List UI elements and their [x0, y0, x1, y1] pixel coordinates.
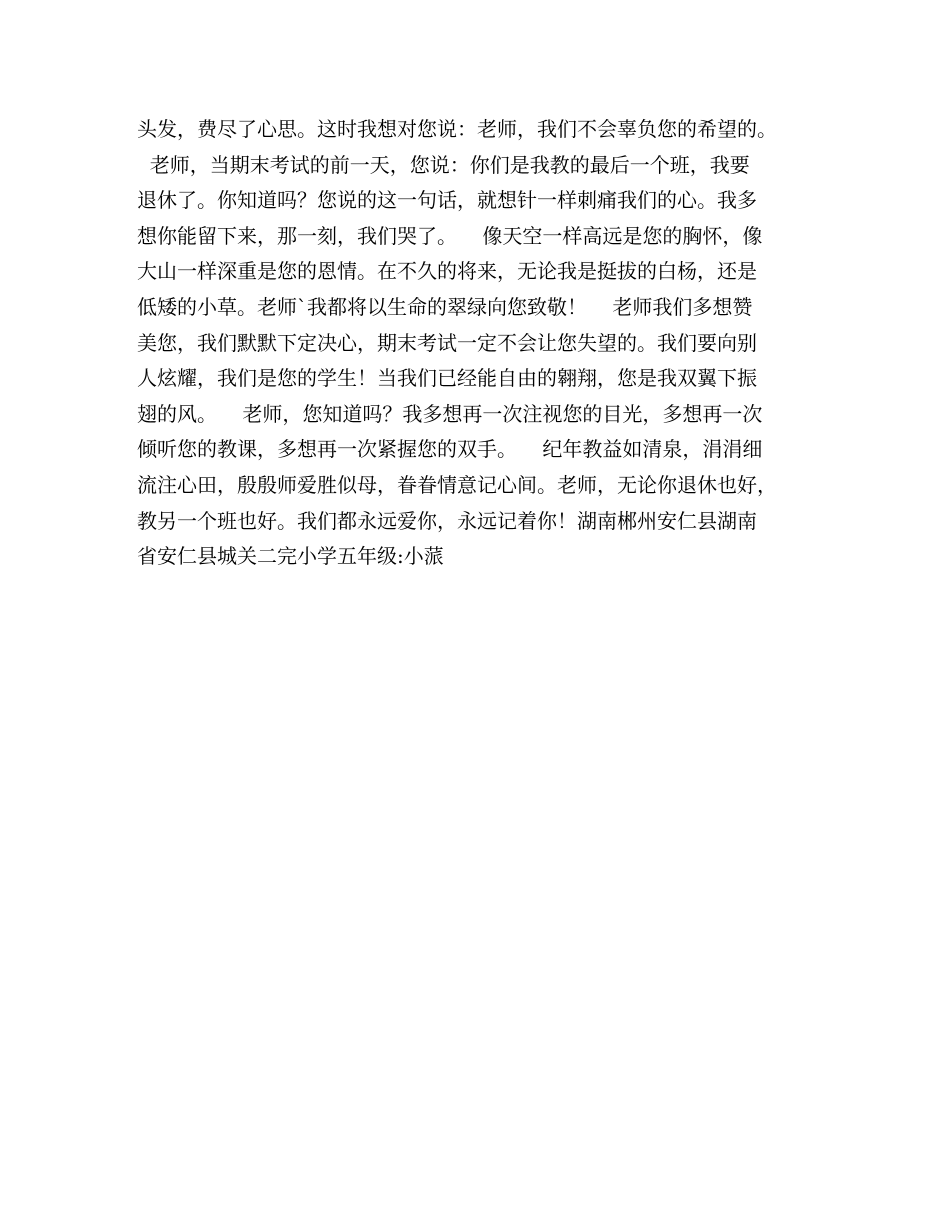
body-text [137, 112, 837, 575]
text-line: 翅的风。 老师，您知道吗？我多想再一次注视您的目光，多想再一次 [137, 401, 763, 426]
text-line: 教另一个班也好。我们都永远爱你，永远记着你！湖南郴州安仁县湖南 [137, 508, 757, 533]
text-line: 流注心田，殷殷师爱胜似母，眷眷情意记心间。老师，无论你退休也好， [137, 472, 777, 497]
text-line: 头发，费尽了心思。这时我想对您说：老师，我们不会辜负您的希望的。 [137, 117, 777, 141]
text-line: 低矮的小草。老师`我都将以生命的翠绿向您致敬！ 老师我们多想赞 [137, 294, 753, 319]
text-line: 老师，当期末考试的前一天，您说：你们是我教的最后一个班，我要 [137, 152, 750, 177]
text-line: 倾听您的教课，多想再一次紧握您的双手。 纪年教益如清泉，涓涓细 [137, 437, 763, 462]
text-line: 人炫耀，我们是您的学生！当我们已经能自由的翱翔，您是我双翼下振 [137, 366, 757, 391]
text-line: 美您，我们默默下定决心，期末考试一定不会让您失望的。我们要向别 [137, 330, 757, 355]
text-line: 省安仁县城关二完小学五年级:小蒎 [137, 544, 444, 569]
text-line: 想你能留下来，那一刻，我们哭了。 像天空一样高远是您的胸怀，像 [137, 223, 763, 248]
text-line: 退休了。你知道吗？您说的这一句话，就想针一样刺痛我们的心。我多 [137, 188, 757, 213]
text-line: 大山一样深重是您的恩情。在不久的将来，无论我是挺拔的白杨，还是 [137, 259, 757, 284]
